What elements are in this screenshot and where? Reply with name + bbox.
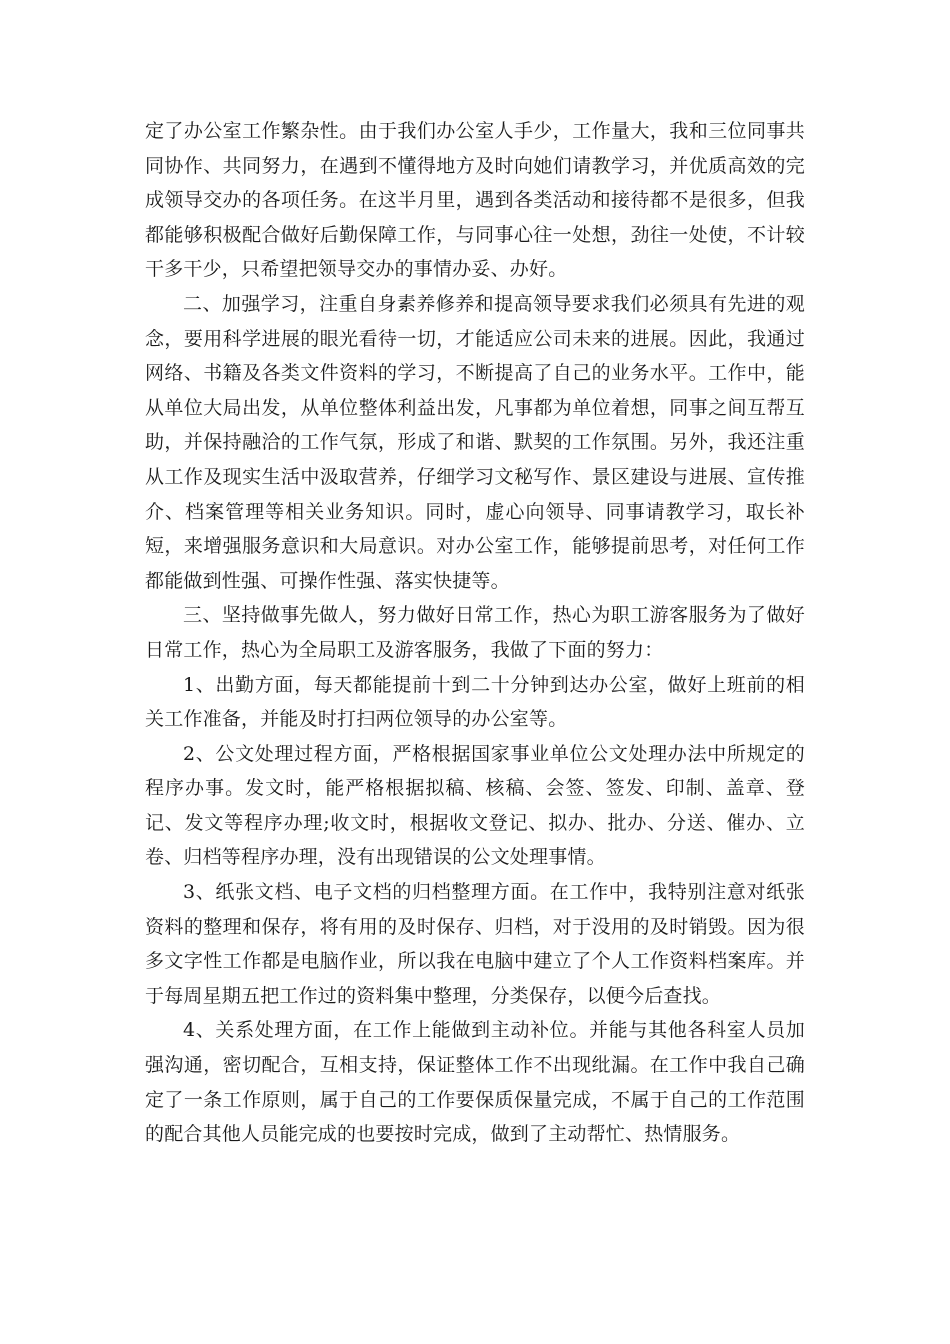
paragraph-continued: 定了办公室工作繁杂性。由于我们办公室人手少，工作量大，我和三位同事共同协作、共同努力，在遇到不懂得地方及时向她们请教学习，并优质高效的完成领导交办的各项任务。在这半月里，遇到各类活动和接待都不是很多，但我都能够积极配合做好后勤保障工作，与同事心往一处想，劲往一处使，不计较干多干少，只希望把领导交办的事情办妥、办好。 <box>145 120 805 281</box>
paragraph-section-three: 三、坚持做事先做人，努力做好日常工作，热心为职工游客服务为了做好日常工作，热心为全局职工及游客服务，我做了下面的努力： <box>145 604 805 661</box>
paragraph-item-4: 4、关系处理方面，在工作上能做到主动补位。并能与其他各科室人员加强沟通，密切配合，互相支持，保证整体工作不出现纰漏。在工作中我自己确定了一条工作原则，属于自己的工作要保质保量完成，不属于自己的工作范围的配合其他人员能完成的也要按时完成，做到了主动帮忙、热情服务。 <box>145 1019 805 1146</box>
paragraph-section-two: 二、加强学习，注重自身素养修养和提高领导要求我们必须具有先进的观念，要用科学进展的眼光看待一切，才能适应公司未来的进展。因此，我通过网络、书籍及各类文件资料的学习，不断提高了自己的业务水平。工作中，能从单位大局出发，从单位整体利益出发，凡事都为单位着想，同事之间互帮互助，并保持融洽的工作气氛，形成了和谐、默契的工作氛围。另外，我还注重从工作及现实生活中汲取营养，仔细学习文秘写作、景区建设与进展、宣传推介、档案管理等相关业务知识。同时，虚心向领导、同事请教学习，取长补短，来增强服务意识和大局意识。对办公室工作，能够提前思考，对任何工作都能做到性强、可操作性强、落实快捷等。 <box>145 292 805 592</box>
paragraph-item-3: 3、纸张文档、电子文档的归档整理方面。在工作中，我特别注意对纸张资料的整理和保存，将有用的及时保存、归档，对于没用的及时销毁。因为很多文字性工作都是电脑作业，所以我在电脑中建立了个人工作资料档案库。并于每周星期五把工作过的资料集中整理，分类保存，以便今后查找。 <box>145 881 805 1007</box>
paragraph-item-1: 1、出勤方面，每天都能提前十到二十分钟到达办公室，做好上班前的相关工作准备，并能及时打扫两位领导的办公室等。 <box>145 673 805 731</box>
document-body <box>145 114 805 1152</box>
paragraph-item-2: 2、公文处理过程方面，严格根据国家事业单位公文处理办法中所规定的程序办事。发文时，能严格根据拟稿、核稿、会签、签发、印制、盖章、登记、发文等程序办理;收文时，根据收文登记、拟办、批办、分送、催办、立卷、归档等程序办理，没有出现错误的公文处理事情。 <box>145 742 805 869</box>
